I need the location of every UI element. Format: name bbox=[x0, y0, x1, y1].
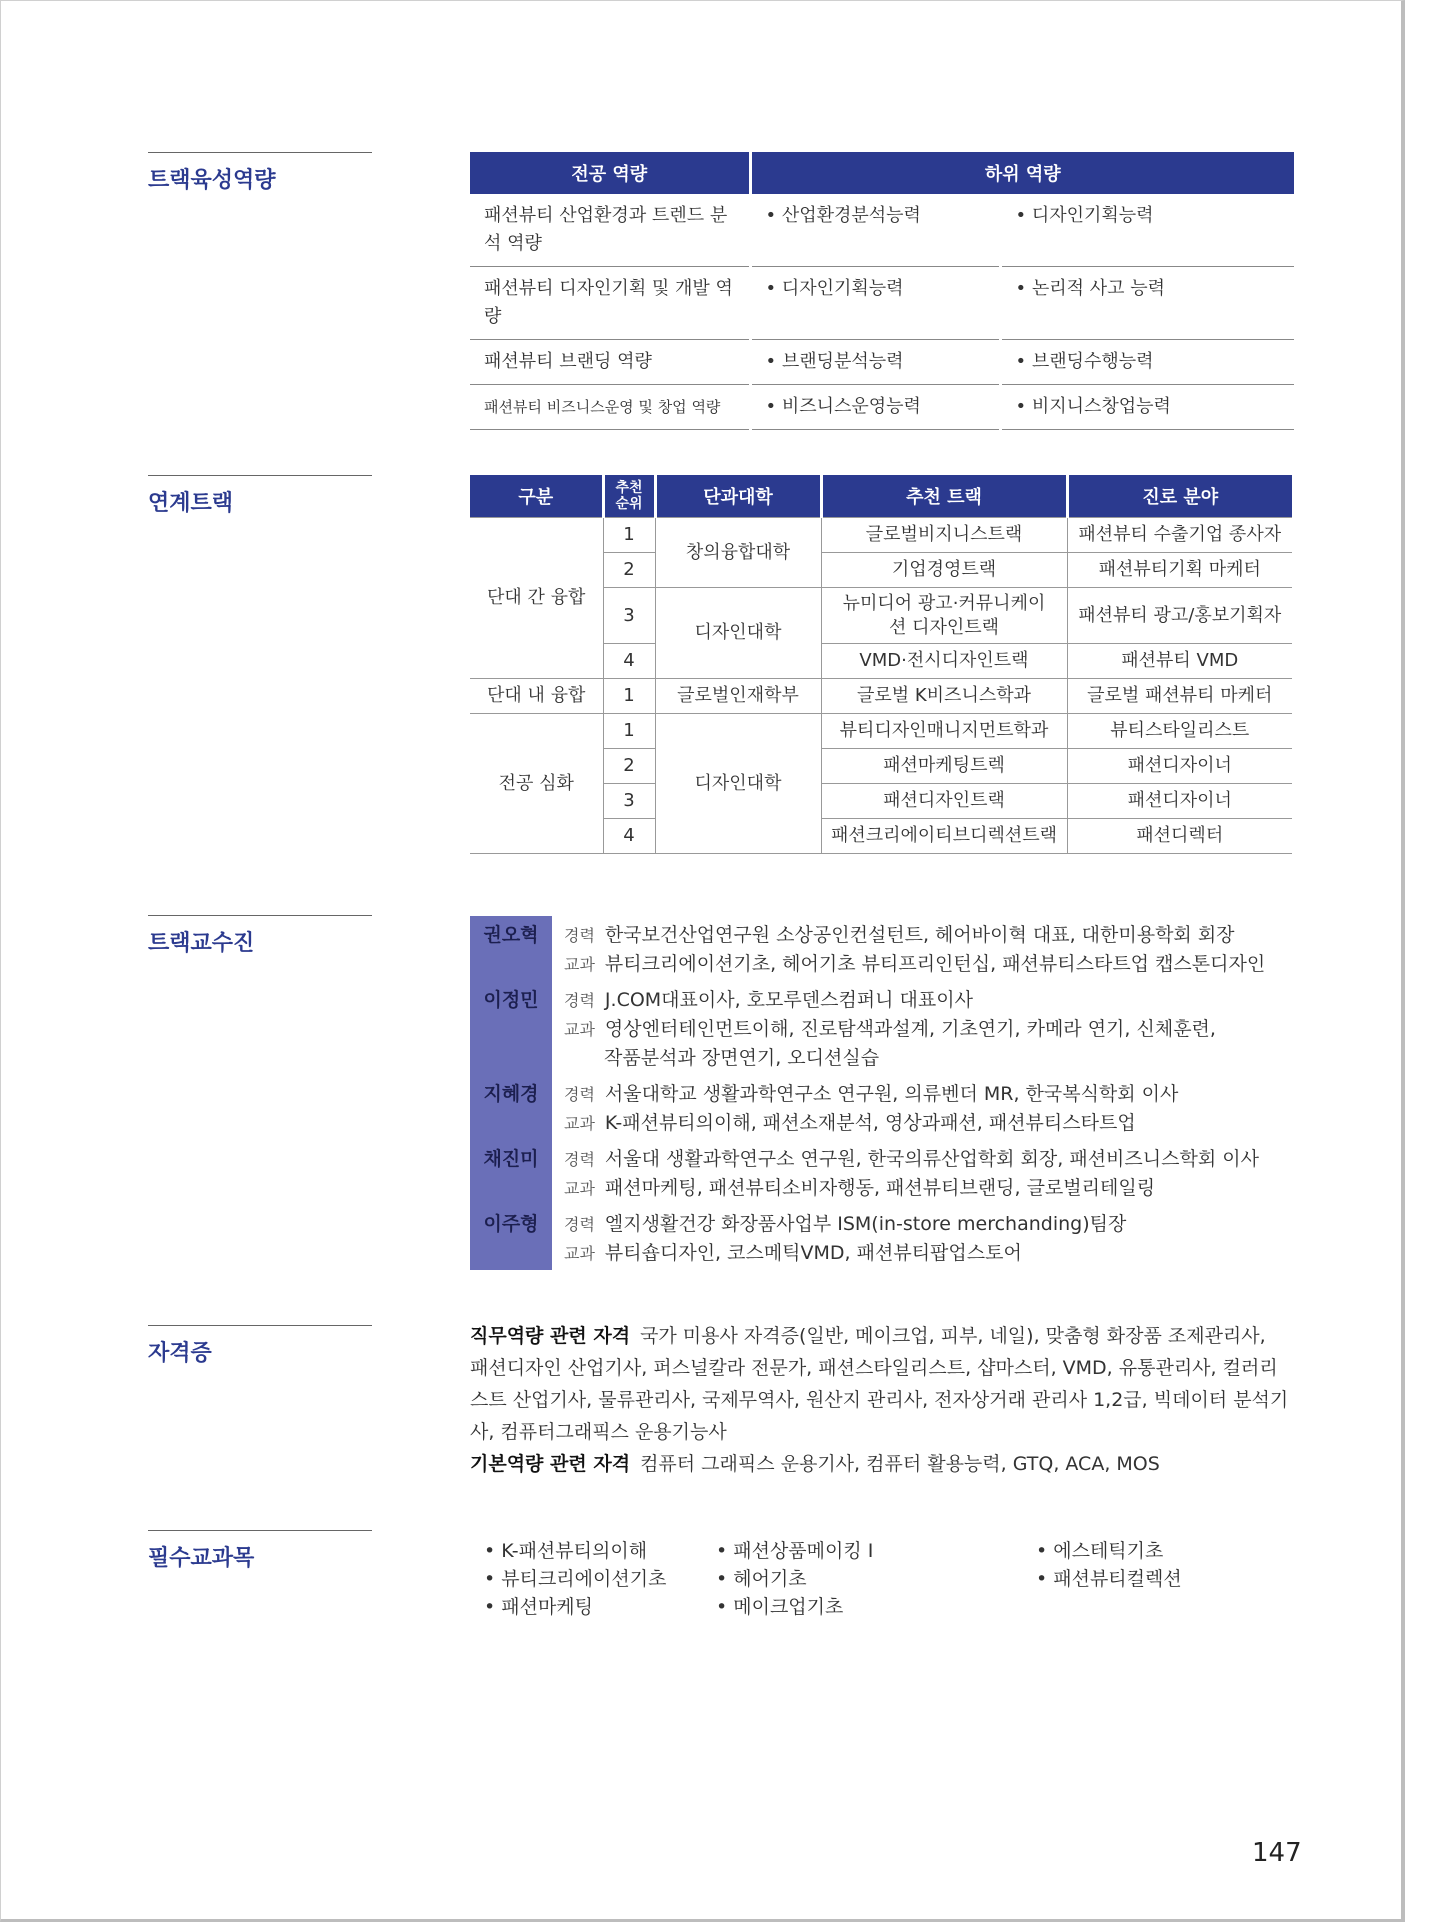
rank-cell: 1 bbox=[603, 679, 655, 714]
header-college: 단과대학 bbox=[655, 475, 821, 518]
sub-competency: • 산업환경분석능력 bbox=[750, 194, 1000, 267]
section-title-required-courses: 필수교과목 bbox=[148, 1530, 372, 1572]
table-row bbox=[470, 340, 1294, 385]
college-cell: 디자인대학 bbox=[655, 714, 821, 854]
track-cell: 글로벌 K비즈니스학과 bbox=[821, 679, 1067, 714]
professor-career bbox=[564, 1079, 1178, 1106]
professor-name: 권오혁 bbox=[483, 924, 539, 946]
career-tag: 경력 bbox=[564, 1085, 595, 1104]
section-title-professors: 트랙교수진 bbox=[148, 915, 372, 957]
career-text: 서울대학교 생활과학연구소 연구원, 의류벤더 MR, 한국복식학회 이사 bbox=[604, 1083, 1179, 1105]
career-text: 한국보건산업연구원 소상공인컨설턴트, 헤어바이혁 대표, 대한미용학회 회장 bbox=[604, 924, 1235, 946]
basic-certificates-label: 기본역량 관련 자격 bbox=[470, 1453, 631, 1475]
course-tag: 교과 bbox=[564, 1114, 595, 1133]
course-item: • 패션뷰티컬렉션 bbox=[1036, 1568, 1182, 1590]
sub-competency: • 브랜딩수행능력 bbox=[1000, 340, 1294, 385]
professor-courses bbox=[564, 1238, 1022, 1265]
sub-competency: • 브랜딩분석능력 bbox=[750, 340, 1000, 385]
table-row bbox=[470, 385, 1294, 430]
professor-career bbox=[564, 920, 1235, 947]
sub-competency: • 비즈니스운영능력 bbox=[750, 385, 1000, 430]
career-cell: 패션뷰티 수출기업 종사자 bbox=[1067, 518, 1292, 553]
college-cell: 글로벌인재학부 bbox=[655, 679, 821, 714]
professor-courses bbox=[564, 1173, 1155, 1200]
section-title-linked-track: 연계트랙 bbox=[148, 475, 372, 517]
category-cell: 단대 내 융합 bbox=[470, 679, 603, 714]
course-text: 패션마케팅, 패션뷰티소비자행동, 패션뷰티브랜딩, 글로벌리테일링 bbox=[604, 1177, 1156, 1199]
header-category: 구분 bbox=[470, 475, 603, 518]
course-item: • K-패션뷰티의이해 bbox=[484, 1540, 648, 1562]
professor-career bbox=[564, 1144, 1259, 1171]
category-cell: 단대 간 융합 bbox=[470, 518, 603, 679]
career-tag: 경력 bbox=[564, 1150, 595, 1169]
course-text: K-패션뷰티의이해, 패션소재분석, 영상과패션, 패션뷰티스타트업 bbox=[604, 1112, 1136, 1134]
basic-certificates bbox=[470, 1448, 1290, 1480]
rank-cell: 2 bbox=[603, 553, 655, 588]
course-item: • 에스테틱기초 bbox=[1036, 1540, 1164, 1562]
track-cell: 패션디자인트랙 bbox=[821, 784, 1067, 819]
career-text: J.COM대표이사, 호모루덴스컴퍼니 대표이사 bbox=[604, 989, 973, 1011]
table-row bbox=[470, 194, 1294, 267]
job-certificates bbox=[470, 1320, 1290, 1448]
career-tag: 경력 bbox=[564, 926, 595, 945]
professor-courses bbox=[564, 949, 1265, 976]
rank-cell: 3 bbox=[603, 784, 655, 819]
career-tag: 경력 bbox=[564, 1215, 595, 1234]
sub-competency: • 비지니스창업능력 bbox=[1000, 385, 1294, 430]
college-cell: 창의융합대학 bbox=[655, 518, 821, 588]
career-cell: 글로벌 패션뷰티 마케터 bbox=[1067, 679, 1292, 714]
section-title-certificates: 자격증 bbox=[148, 1325, 372, 1367]
header-rank: 추천 순위 bbox=[603, 475, 655, 518]
linked-track-table bbox=[470, 475, 1292, 854]
sub-competency: • 디자인기획능력 bbox=[1000, 194, 1294, 267]
header-recommended-track: 추천 트랙 bbox=[821, 475, 1067, 518]
major-competency: 패션뷰티 디자인기획 및 개발 역량 bbox=[470, 267, 750, 340]
page-number: 147 bbox=[1252, 1838, 1302, 1868]
course-text: 뷰티크리에이션기초, 헤어기초 뷰티프리인턴십, 패션뷰티스타트업 캡스톤디자인 bbox=[604, 953, 1266, 975]
professor-career bbox=[564, 985, 973, 1012]
rank-cell: 2 bbox=[603, 749, 655, 784]
course-item: • 메이크업기초 bbox=[716, 1596, 844, 1618]
career-tag: 경력 bbox=[564, 991, 595, 1010]
rank-cell: 1 bbox=[603, 714, 655, 749]
course-text: 영상엔터테인먼트이해, 진로탐색과설계, 기초연기, 카메라 연기, 신체훈련, bbox=[604, 1018, 1216, 1040]
career-cell: 패션뷰티 광고/홍보기획자 bbox=[1067, 588, 1292, 644]
basic-certificates-text: 컴퓨터 그래픽스 운용기사, 컴퓨터 활용능력, GTQ, ACA, MOS bbox=[640, 1453, 1160, 1475]
course-item: • 패션상품메이킹 I bbox=[716, 1540, 874, 1562]
job-certificates-label: 직무역량 관련 자격 bbox=[470, 1325, 631, 1347]
course-item: • 패션마케팅 bbox=[484, 1596, 594, 1618]
career-cell: 패션디렉터 bbox=[1067, 819, 1292, 854]
career-text: 엘지생활건강 화장품사업부 ISM(in-store merchanding)팀장 bbox=[604, 1213, 1127, 1235]
professor-name: 이주형 bbox=[483, 1213, 539, 1235]
professor-name: 채진미 bbox=[483, 1148, 539, 1170]
course-tag: 교과 bbox=[564, 1020, 595, 1039]
table-row bbox=[470, 267, 1294, 340]
header-sub-competency: 하위 역량 bbox=[750, 152, 1294, 194]
course-tag: 교과 bbox=[564, 1179, 595, 1198]
track-cell: 패션크리에이티브디렉션트랙 bbox=[821, 819, 1067, 854]
career-cell: 패션디자이너 bbox=[1067, 784, 1292, 819]
professor-courses bbox=[564, 1014, 1216, 1041]
header-major-competency: 전공 역량 bbox=[470, 152, 750, 194]
course-item: • 헤어기초 bbox=[716, 1568, 807, 1590]
certificates-block bbox=[470, 1320, 1290, 1480]
course-text: 뷰티숍디자인, 코스메틱VMD, 패션뷰티팝업스토어 bbox=[604, 1242, 1022, 1264]
table-row bbox=[470, 518, 1292, 553]
career-cell: 패션디자이너 bbox=[1067, 749, 1292, 784]
competency-table bbox=[470, 152, 1294, 430]
rank-cell: 4 bbox=[603, 644, 655, 679]
career-cell: 패션뷰티 VMD bbox=[1067, 644, 1292, 679]
course-text-continued: 작품분석과 장면연기, 오디션실습 bbox=[604, 1047, 880, 1069]
track-cell: VMD·전시디자인트랙 bbox=[821, 644, 1067, 679]
career-text: 서울대 생활과학연구소 연구원, 한국의류산업학회 회장, 패션비즈니스학회 이사 bbox=[604, 1148, 1259, 1170]
sub-competency: • 디자인기획능력 bbox=[750, 267, 1000, 340]
header-career-field: 진로 분야 bbox=[1067, 475, 1292, 518]
career-cell: 뷰티스타일리스트 bbox=[1067, 714, 1292, 749]
rank-cell: 3 bbox=[603, 588, 655, 644]
professor-name: 지혜경 bbox=[483, 1083, 539, 1105]
career-cell: 패션뷰티기획 마케터 bbox=[1067, 553, 1292, 588]
track-cell: 뷰티디자인매니지먼트학과 bbox=[821, 714, 1067, 749]
sub-competency: • 논리적 사고 능력 bbox=[1000, 267, 1294, 340]
college-cell: 디자인대학 bbox=[655, 588, 821, 679]
track-cell: 글로벌비지니스트랙 bbox=[821, 518, 1067, 553]
rank-cell: 1 bbox=[603, 518, 655, 553]
job-certificates-text: 국가 미용사 자격증(일반, 메이크업, 피부, 네일), 맞춤형 화장품 조제관리사, 패션디자인 산업기사, 퍼스널칼라 전문가, 패션스타일리스트, 샵마스터, VMD, 유통관리사, 컬러리스트 산업기사, 물류관리사, 국제무역사, 원산지 관리사, 전자상거래 관리사 1,2급, 빅데이터 분석기사, 컴퓨터그래픽스 운용기능사 bbox=[470, 1325, 1289, 1443]
category-cell: 전공 심화 bbox=[470, 714, 603, 854]
track-cell: 기업경영트랙 bbox=[821, 553, 1067, 588]
professor-courses bbox=[564, 1108, 1136, 1135]
professor-name: 이정민 bbox=[483, 989, 539, 1011]
course-tag: 교과 bbox=[564, 955, 595, 974]
course-item: • 뷰티크리에이션기초 bbox=[484, 1568, 667, 1590]
major-competency: 패션뷰티 비즈니스운영 및 창업 역량 bbox=[470, 385, 750, 430]
major-competency: 패션뷰티 브랜딩 역량 bbox=[470, 340, 750, 385]
table-row bbox=[470, 679, 1292, 714]
table-row bbox=[470, 714, 1292, 749]
major-competency: 패션뷰티 산업환경과 트렌드 분석 역량 bbox=[470, 194, 750, 267]
professor-career bbox=[564, 1209, 1126, 1236]
rank-cell: 4 bbox=[603, 819, 655, 854]
course-tag: 교과 bbox=[564, 1244, 595, 1263]
track-cell: 패션마케팅트렉 bbox=[821, 749, 1067, 784]
section-title-competency: 트랙육성역량 bbox=[148, 152, 372, 194]
track-cell: 뉴미디어 광고·커뮤니케이션 디자인트랙 bbox=[821, 588, 1067, 644]
